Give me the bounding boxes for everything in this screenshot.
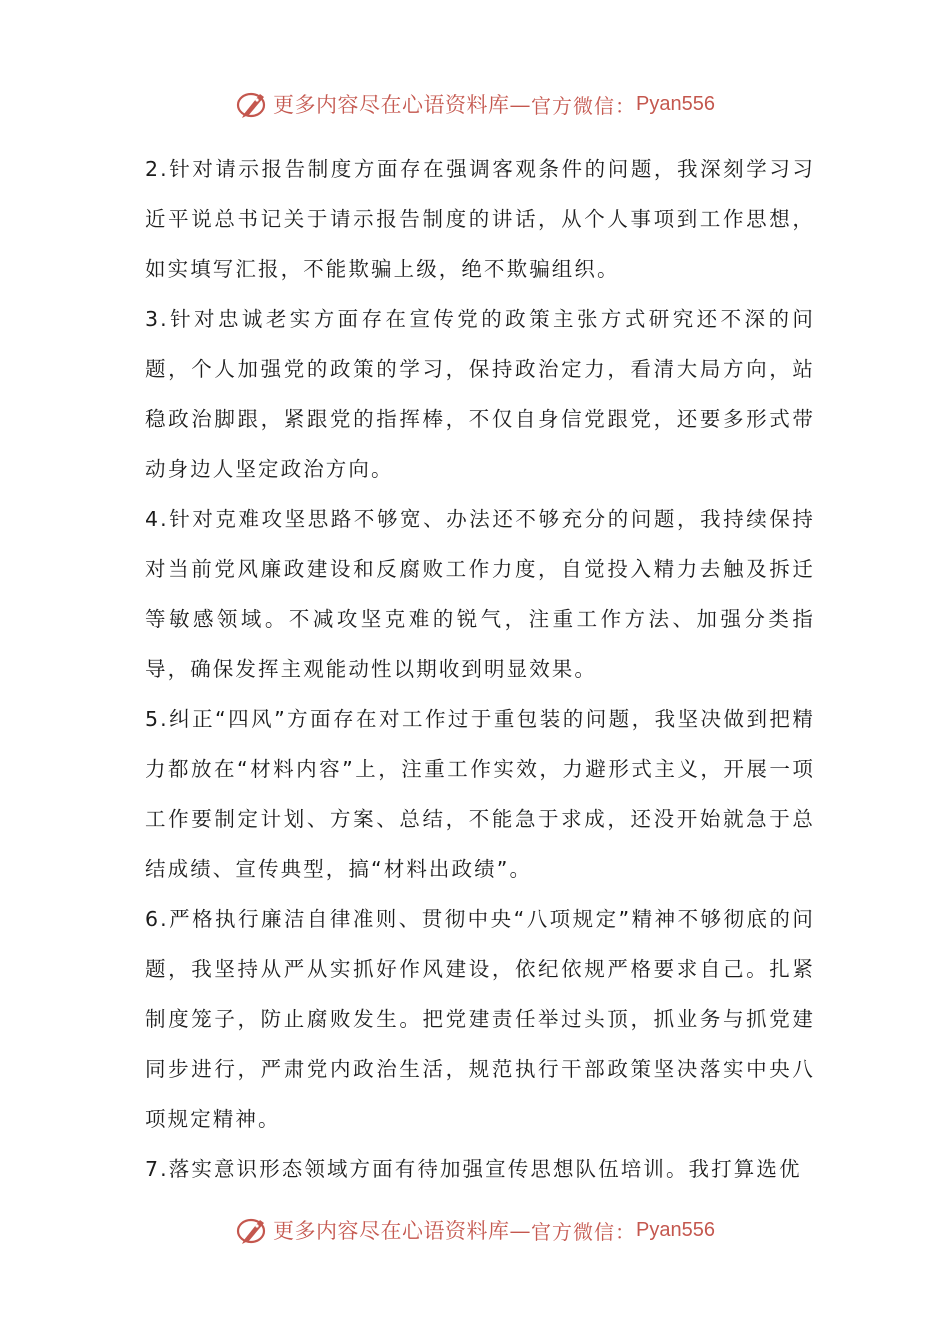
paragraph-item-2: 2.针对请示报告制度方面存在强调客观条件的问题，我深刻学习习近平说总书记关于请示报告制度的讲话，从个人事项到工作思想，如实填写汇报，不能欺骗上级，绝不欺骗组织。 <box>145 157 815 281</box>
footer-watermark-banner <box>0 1210 950 1250</box>
document-body <box>145 144 815 1194</box>
header-brand-text: 更多内容尽在心语资料库— <box>273 93 532 117</box>
footer-wechat-label: 官方微信： <box>531 1219 637 1244</box>
pen-nib-logo-icon <box>235 1213 269 1247</box>
footer-wechat-id: Pyan556 <box>636 1218 715 1241</box>
paragraph-item-5: 5.纠正“四风”方面存在对工作过于重包装的问题，我坚决做到把精力都放在“材料内容”上，注重工作实效，力避形式主义，开展一项工作要制定计划、方案、总结，不能急于求成，还没开始就急于总结成绩、宣传典型，搞“材料出政绩”。 <box>145 707 815 881</box>
header-wechat-label: 官方微信： <box>531 93 637 118</box>
pen-nib-logo-icon <box>235 87 269 121</box>
paragraph-item-3: 3.针对忠诚老实方面存在宣传党的政策主张方式研究还不深的问题，个人加强党的政策的学习，保持政治定力，看清大局方向，站稳政治脚跟，紧跟党的指挥棒，不仅自身信党跟党，还要多形式带动身边人坚定政治方向。 <box>145 307 815 481</box>
footer-brand-text: 更多内容尽在心语资料库— <box>273 1219 532 1243</box>
header-wechat-id: Pyan556 <box>636 92 715 115</box>
paragraph-item-7: 7.落实意识形态领域方面有待加强宣传思想队伍培训。我打算选优 <box>145 1157 802 1181</box>
header-watermark-banner <box>0 84 950 124</box>
paragraph-item-6: 6.严格执行廉洁自律准则、贯彻中央“八项规定”精神不够彻底的问题，我坚持从严从实抓好作风建设，依纪依规严格要求自己。扎紧制度笼子，防止腐败发生。把党建责任举过头顶，抓业务与抓党建同步进行，严肃党内政治生活，规范执行干部政策坚决落实中央八项规定精神。 <box>145 907 815 1131</box>
paragraph-item-4: 4.针对克难攻坚思路不够宽、办法还不够充分的问题，我持续保持对当前党风廉政建设和反腐败工作力度，自觉投入精力去触及拆迁等敏感领域。不减攻坚克难的锐气，注重工作方法、加强分类指导，确保发挥主观能动性以期收到明显效果。 <box>145 507 815 681</box>
